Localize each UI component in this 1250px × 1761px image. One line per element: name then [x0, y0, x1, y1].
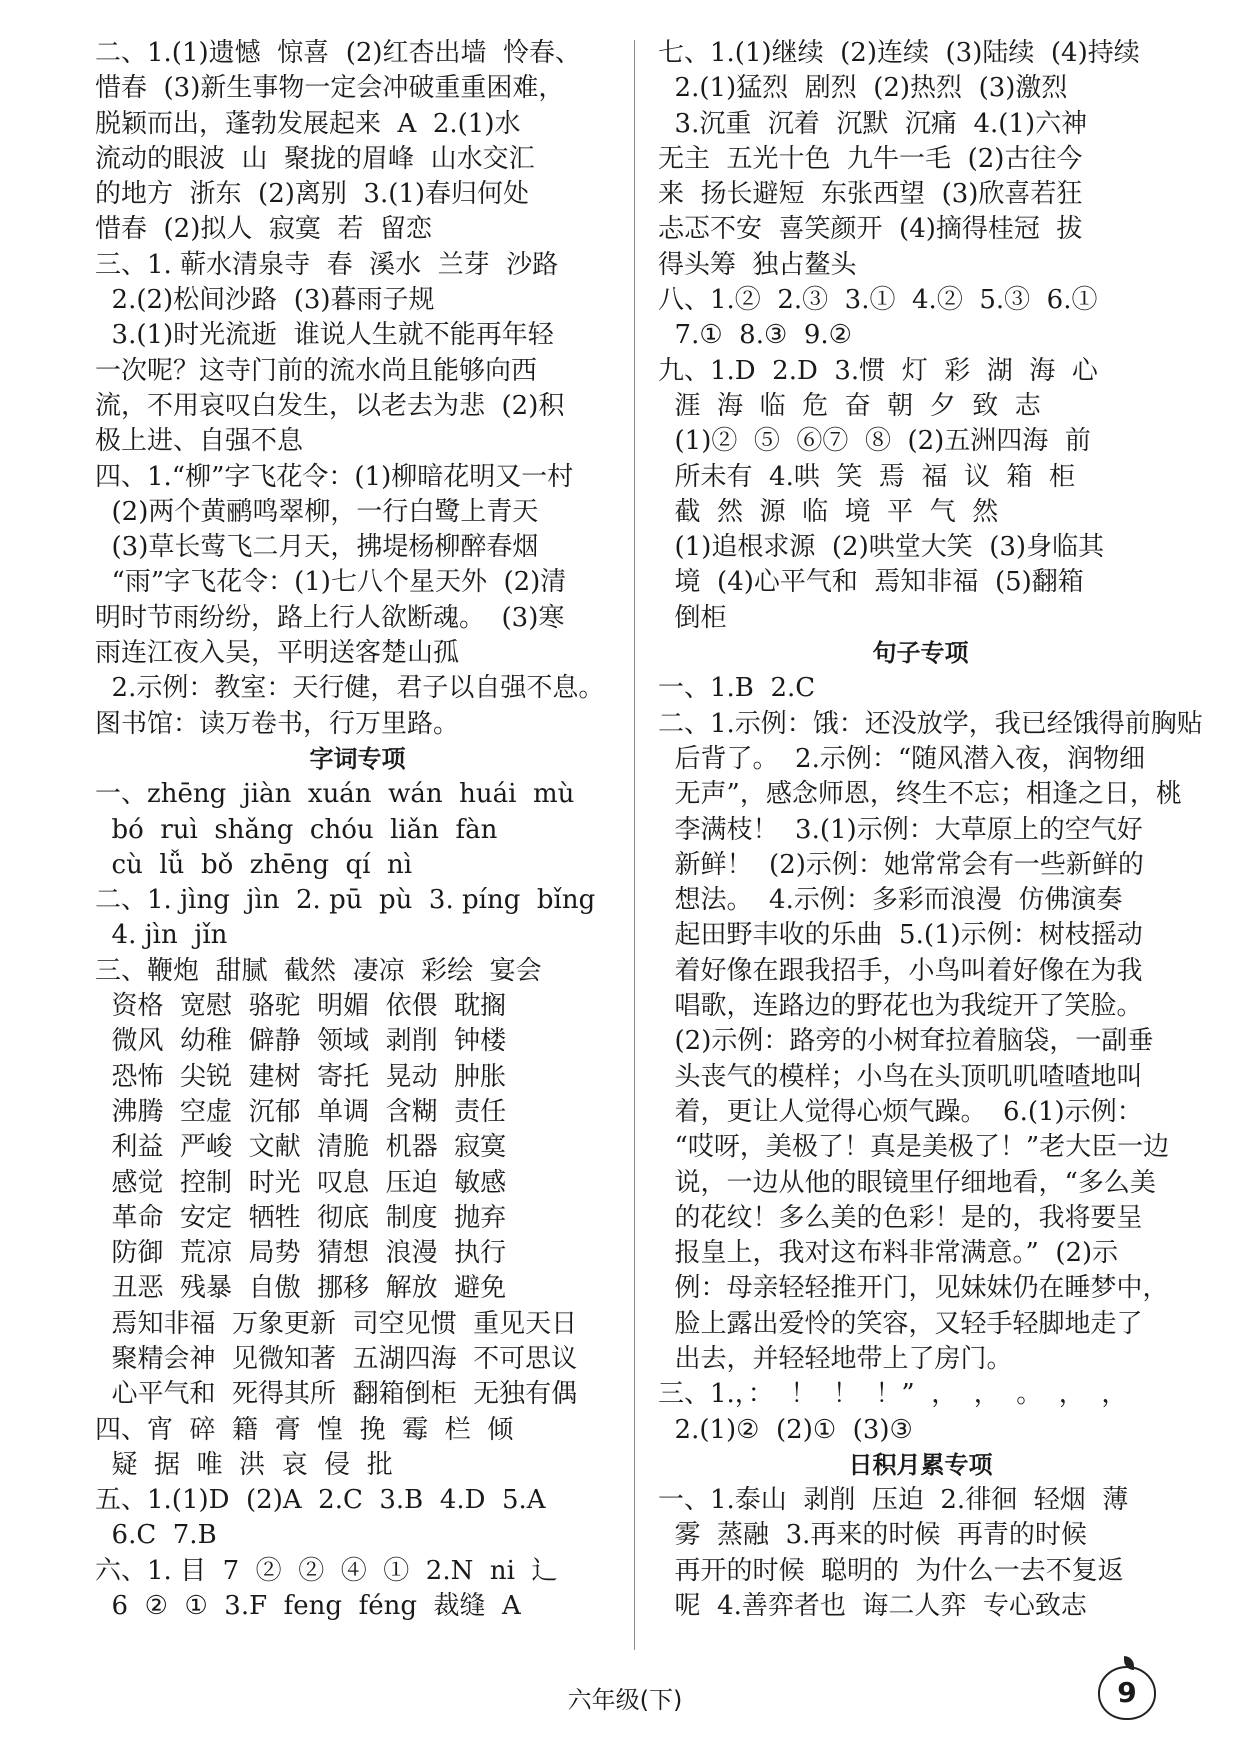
answer-line: 疑 据 唯 洪 哀 侵 批 [95, 1449, 393, 1480]
answer-line: 忐忑不安 喜笑颜开 (4)摘得桂冠 拔 [658, 214, 1083, 245]
answer-line: 惜春 (3)新生事物一定会冲破重重困难， [95, 73, 565, 104]
answer-line: 截 然 源 临 境 平 气 然 [658, 496, 999, 527]
answer-line: 例：母亲轻轻推开门，见妹妹仍在睡梦中， [658, 1273, 1169, 1304]
column-divider [634, 40, 635, 1650]
answer-line: 着好像在跟我招手，小鸟叫着好像在为我 [658, 955, 1143, 986]
answer-line: 6.C 7.B [95, 1520, 217, 1551]
answer-line: 2.示例：教室：天行健，君子以自强不息。 [95, 673, 605, 704]
answer-line: 报皇上，我对这布料非常满意。” (2)示 [658, 1238, 1119, 1269]
answer-line: 感觉 控制 时光 叹息 压迫 敏感 [95, 1167, 507, 1198]
answer-line: 流动的眼波 山 聚拢的眉峰 山水交汇 [95, 143, 535, 174]
answer-line: 说，一边从他的眼镜里仔细地看，“多么美 [658, 1167, 1156, 1198]
answer-line: (2)示例：路旁的小树耷拉着脑袋，一副垂 [658, 1026, 1154, 1057]
answer-line: 7.① 8.③ 9.② [658, 320, 852, 351]
answer-line: 4. jìn jǐn [95, 920, 228, 951]
page-number: 9 [1098, 1666, 1156, 1720]
answer-line: 出去，并轻轻地带上了房门。 [658, 1343, 1013, 1374]
section-heading: 句子专项 [872, 639, 969, 668]
answer-line: 三、鞭炮 甜腻 截然 凄凉 彩绘 宴会 [95, 955, 542, 986]
answer-line: 2.(1)② (2)① (3)③ [658, 1414, 913, 1445]
answer-line: 2.(2)松间沙路 (3)暮雨子规 [95, 285, 435, 316]
answer-line: 九、1.D 2.D 3.惯 灯 彩 湖 海 心 [658, 355, 1098, 386]
answer-line: 后背了。 2.示例：“随风潜入夜，润物细 [658, 743, 1146, 774]
answer-line: cù lǚ bǒ zhēng qí nì [95, 849, 413, 880]
answer-line: 聚精会神 见微知著 五湖四海 不可思议 [95, 1343, 578, 1374]
answer-line: 想法。 4.示例：多彩而浪漫 仿佛演奏 [658, 885, 1123, 916]
answer-line: 资格 宽慰 骆驼 明媚 依偎 耽搁 [95, 991, 507, 1022]
answer-line: 图书馆：读万卷书，行万里路。 [95, 708, 460, 739]
section-heading: 日积月累专项 [848, 1450, 993, 1479]
answer-line: 一、1.B 2.C [658, 673, 816, 704]
answer-line: 惜春 (2)拟人 寂寞 若 留恋 [95, 214, 432, 245]
answer-line: 一次呢？这寺门前的流水尚且能够向西 [95, 355, 538, 386]
answer-line: 雨连江夜入吴，平明送客楚山孤 [95, 638, 460, 669]
answer-line: 二、1.(1)遗憾 惊喜 (2)红杏出墙 怜春、 [95, 38, 582, 68]
answer-line: 的花纹！多么美的色彩！是的，我将要呈 [658, 1202, 1143, 1233]
answer-line: 3.沉重 沉着 沉默 沉痛 4.(1)六神 [658, 108, 1088, 139]
answer-line: 2.(1)猛烈 剧烈 (2)热烈 (3)激烈 [658, 73, 1068, 104]
answer-line: 脸上露出爱怜的笑容，又轻手轻脚地走了 [658, 1308, 1143, 1339]
answer-line: (1)追根求源 (2)哄堂大笑 (3)身临其 [658, 532, 1105, 563]
answer-line: 焉知非福 万象更新 司空见惯 重见天日 [95, 1308, 578, 1339]
answer-line: 一、zhēng jiàn xuán wán huái mù [95, 779, 575, 810]
answer-line: 二、1. jìng jìn 2. pū pù 3. píng bǐng [95, 885, 596, 916]
answer-line: 二、1.示例：饿：还没放学，我已经饿得前胸贴 [658, 708, 1203, 739]
answer-line: 恐怖 尖锐 建树 寄托 晃动 肿胀 [95, 1061, 507, 1092]
answer-line: 四、宵 碎 籍 膏 惶 挽 霉 栏 倾 [95, 1414, 514, 1445]
answer-line: (2)两个黄鹂鸣翠柳，一行白鹭上青天 [95, 496, 539, 527]
answer-line: (3)草长莺飞二月天，拂堤杨柳醉春烟 [95, 532, 539, 563]
answer-line: 的地方 浙东 (2)离别 3.(1)春归何处 [95, 179, 530, 210]
answer-line: bó ruì shǎng chóu liǎn fàn [95, 814, 498, 845]
answer-line: “雨”字飞花令：(1)七八个星天外 (2)清 [95, 567, 567, 598]
left-column [95, 36, 620, 1624]
answer-line: 丑恶 残暴 自傲 挪移 解放 避免 [95, 1273, 507, 1304]
answer-line: 再开的时候 聪明的 为什么一去不复返 [658, 1555, 1124, 1586]
answer-line: 无声”，感念师恩，终生不忘；相逢之日，桃 [658, 779, 1182, 810]
answer-line: 利益 严峻 文献 清脆 机器 寂寞 [95, 1132, 507, 1163]
answer-line: 雾 蒸融 3.再来的时候 再青的时候 [658, 1520, 1087, 1551]
answer-line: 着，更让人觉得心烦气躁。 6.(1)示例： [658, 1096, 1143, 1127]
answer-line: 六、1. 目 7 ② ② ④ ① 2.N ni 辶 [95, 1555, 558, 1586]
answer-line: 三、1.，： ！ ！ ！” ， ， 。 ， ， [658, 1379, 1128, 1410]
answer-line: 得头筹 独占鳌头 [658, 249, 857, 280]
answer-line: 八、1.② 2.③ 3.① 4.② 5.③ 6.① [658, 285, 1098, 316]
answer-line: 心平气和 死得其所 翻箱倒柜 无独有偶 [95, 1379, 578, 1410]
answer-line: 四、1.“柳”字飞花令：(1)柳暗花明又一村 [95, 461, 574, 492]
answer-line: 头丧气的模样；小鸟在头顶叽叽喳喳地叫 [658, 1061, 1143, 1092]
answer-line: 明时节雨纷纷，路上行人欲断魂。 (3)寒 [95, 602, 565, 633]
answer-line: (1)② ⑤ ⑥⑦ ⑧ (2)五洲四海 前 [658, 426, 1091, 457]
answer-line: 极上进、自强不息 [95, 426, 304, 457]
section-heading: 字词专项 [309, 744, 406, 773]
answer-line: 来 扬长避短 东张西望 (3)欣喜若狂 [658, 179, 1083, 210]
answer-line: 五、1.(1)D (2)A 2.C 3.B 4.D 5.A [95, 1485, 546, 1516]
answer-line: 李满枝！ 3.(1)示例：大草原上的空气好 [658, 814, 1143, 845]
answer-line: 流，不用哀叹白发生，以老去为悲 (2)积 [95, 390, 565, 421]
grade-footer: 六年级(下) [567, 1686, 683, 1714]
answer-line: 防御 荒凉 局势 猜想 浪漫 执行 [95, 1238, 507, 1269]
answer-line: 6 ② ① 3.F feng féng 裁缝 A [95, 1591, 521, 1622]
answer-line: 无主 五光十色 九牛一毛 (2)古往今 [658, 143, 1083, 174]
answer-line: 倒柜 [658, 602, 727, 633]
answer-line: 三、1. 蕲水清泉寺 春 溪水 兰芽 沙路 [95, 249, 559, 280]
answer-line: 七、1.(1)继续 (2)连续 (3)陆续 (4)持续 [658, 38, 1140, 68]
answer-line: 涯 海 临 危 奋 朝 夕 致 志 [658, 390, 1041, 421]
right-column [658, 36, 1203, 1624]
answer-line: 一、1.泰山 剥削 压迫 2.徘徊 轻烟 薄 [658, 1485, 1129, 1516]
answer-line: 起田野丰收的乐曲 5.(1)示例：树枝摇动 [658, 920, 1143, 951]
answer-line: 微风 幼稚 僻静 领域 剥削 钟楼 [95, 1026, 507, 1057]
answer-line: 新鲜！ (2)示例：她常常会有一些新鲜的 [658, 849, 1144, 880]
answer-line: 沸腾 空虚 沉郁 单调 含糊 责任 [95, 1096, 507, 1127]
answer-line: 所未有 4.哄 笑 焉 福 议 箱 柜 [658, 461, 1076, 492]
answer-line: “哎呀，美极了！真是美极了！”老大臣一边 [658, 1132, 1170, 1163]
answer-line: 境 (4)心平气和 焉知非福 (5)翻箱 [658, 567, 1084, 598]
answer-line: 革命 安定 牺牲 彻底 制度 抛弃 [95, 1202, 507, 1233]
answer-line: 3.(1)时光流逝 谁说人生就不能再年轻 [95, 320, 554, 351]
answer-line: 唱歌，连路边的野花也为我绽开了笑脸。 [658, 991, 1143, 1022]
answer-line: 呢 4.善弈者也 诲二人弈 专心致志 [658, 1591, 1087, 1622]
answer-line: 脱颖而出，蓬勃发展起来 A 2.(1)水 [95, 108, 521, 139]
